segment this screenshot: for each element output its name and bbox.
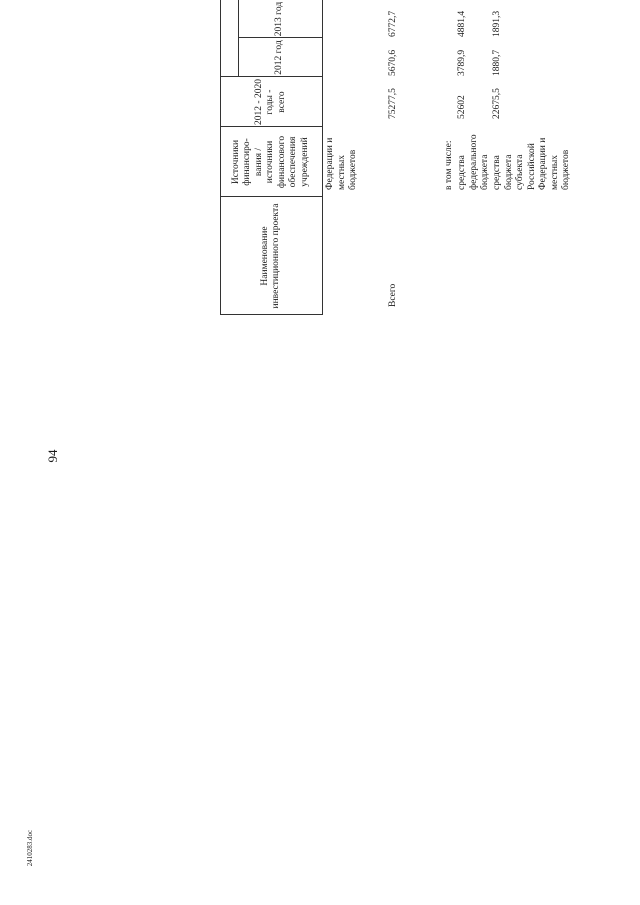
row-total-sum: 75277,5 [388,88,398,119]
header-project-name: Наименование инвестиционного проекта [259,203,281,309]
funding-source-continuation: Федерации и местных бюджетов [325,137,358,190]
col-divider [238,37,322,38]
table-border-left [220,314,322,315]
including-line [238,0,239,77]
row-total-2013: 6772,7 [388,10,398,37]
row-federal-source: средства федерального бюджета [457,134,490,190]
header-total-period: 2012 - 2020 годы - всего [253,79,287,125]
row-total-name: Всего [388,283,398,307]
row-regional-source: средства бюджета субъекта Российской Федерации и местных бюджетов [492,137,571,190]
col-divider [220,126,322,127]
row-regional-sum: 22675,5 [492,88,502,119]
row-federal-sum: 52602 [457,95,467,119]
col-divider [220,196,322,197]
row-regional-2013: 1891,3 [492,10,502,37]
row-including-label: в том числе: [444,140,454,190]
header-funding-source: Источники финансиро-вания / источники финансового обеспечения учреждений [230,135,310,189]
row-total-2012: 5670,6 [388,49,398,76]
header-year-2012: 2012 год [274,40,285,75]
section-title [372,0,384,55]
row-federal-2012: 3789,9 [457,49,467,76]
page-number: 94 [45,449,60,463]
header-bottom-line [322,0,323,315]
investment-projects-table [220,0,571,315]
table-border-top [220,0,221,315]
row-regional-2012: 1880,7 [492,49,502,76]
header-year-2013: 2013 год [274,1,285,37]
col-divider [220,76,322,77]
row-federal-2013: 4881,4 [457,10,467,37]
footer-file-name: 2410283.doc [26,829,34,867]
